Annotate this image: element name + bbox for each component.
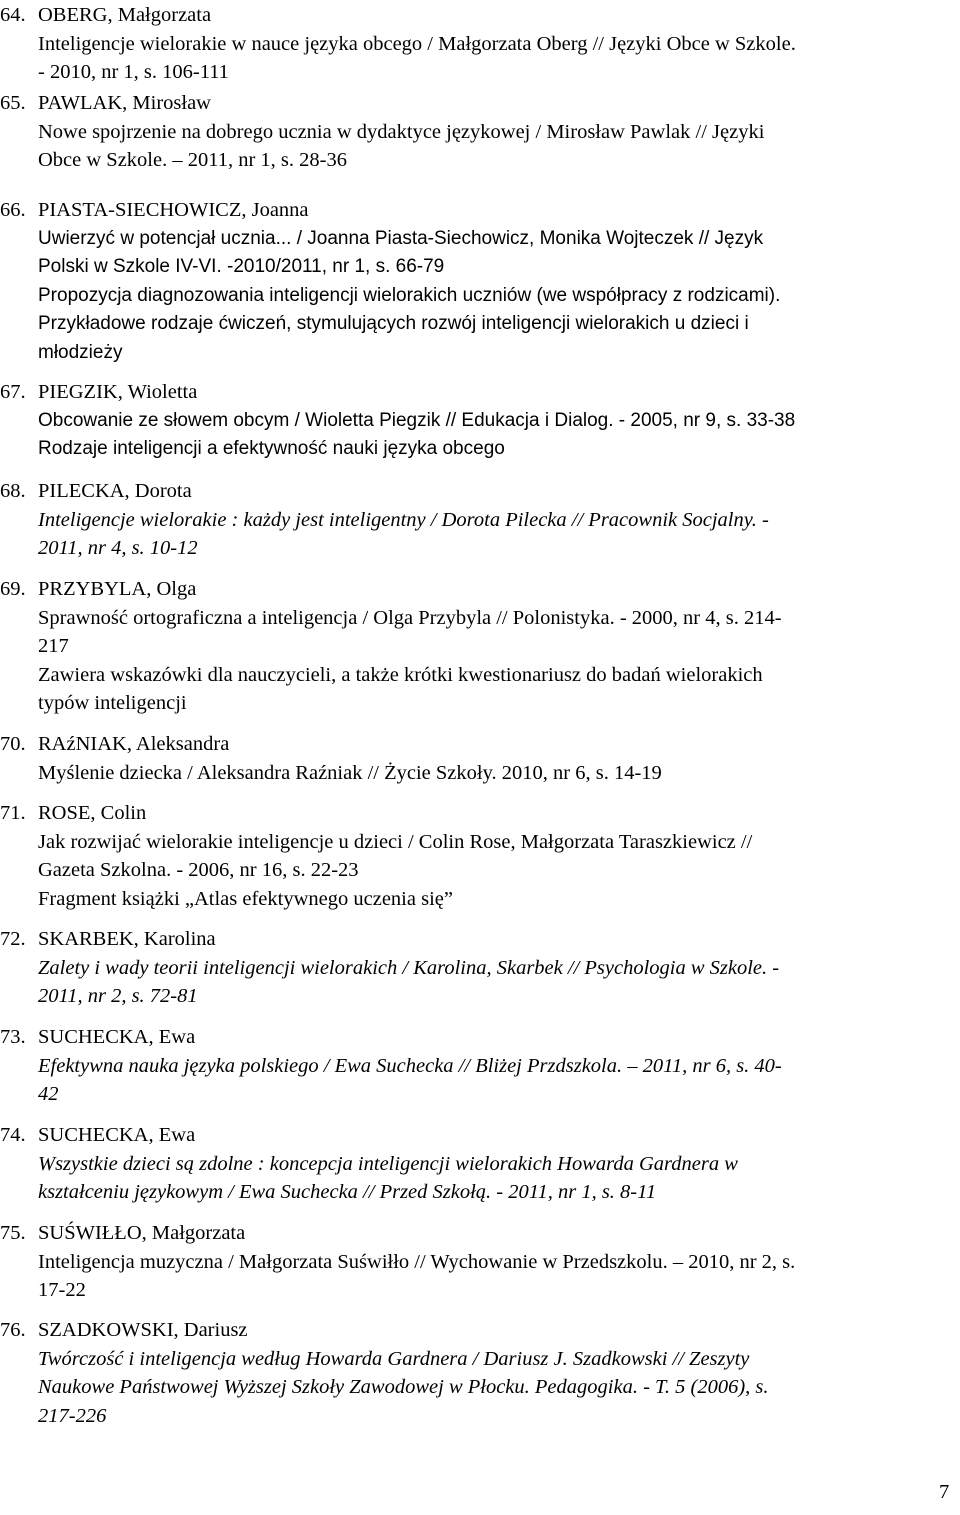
entry-number: 64. — [0, 4, 26, 26]
entry-author: PRZYBYLA, Olga — [38, 578, 197, 600]
entry-title-line: kształceniu językowym / Ewa Suchecka // Przed Szkołą. - 2011, nr 1, s. 8-11 — [38, 1181, 657, 1203]
entry-note-line: typów inteligencji — [38, 692, 187, 714]
entry-number: 74. — [0, 1124, 26, 1146]
entry-title-line: Obce w Szkole. – 2011, nr 1, s. 28-36 — [38, 149, 347, 171]
entry-number: 73. — [0, 1026, 26, 1048]
entry-69 — [0, 575, 786, 718]
entry-73 — [0, 1023, 786, 1109]
entry-title-line: Uwierzyć w potencjał ucznia... / Joanna Piasta-Siechowicz, Monika Wojteczek // Język — [38, 227, 764, 249]
entry-author: SUCHECKA, Ewa — [38, 1124, 196, 1146]
entry-number: 68. — [0, 480, 26, 502]
entry-author: RAźNIAK, Aleksandra — [38, 733, 230, 755]
entry-title-line: Jak rozwijać wielorakie inteligencje u dzieci / Colin Rose, Małgorzata Taraszkiewicz // — [38, 830, 753, 853]
entry-75 — [0, 1219, 799, 1305]
entry-author: OBERG, Małgorzata — [38, 4, 212, 26]
entry-title-line: Twórczość i inteligencja według Howarda Gardnera / Dariusz J. Szadkowski // Zeszyty — [38, 1347, 750, 1370]
entry-67 — [0, 378, 799, 464]
entry-note-line: Zawiera wskazówki dla nauczycieli, a także krótki kwestionariusz do badań wielorakich — [38, 663, 763, 686]
entry-title-line: 2011, nr 2, s. 72-81 — [38, 985, 198, 1007]
entry-number: 70. — [0, 733, 26, 755]
entry-68 — [0, 477, 773, 563]
entry-65 — [0, 89, 768, 175]
entry-title-line: Efektywna nauka języka polskiego / Ewa Suchecka // Bliżej Przdszkola. – 2011, nr 6, s. 40- — [38, 1054, 782, 1077]
entry-title-line: - 2010, nr 1, s. 106-111 — [38, 61, 229, 83]
entry-74 — [0, 1121, 742, 1207]
entry-number: 69. — [0, 578, 26, 600]
entry-author: PIEGZIK, Wioletta — [38, 381, 198, 403]
entry-author: PAWLAK, Mirosław — [38, 92, 211, 114]
entry-title-line: 217-226 — [38, 1404, 107, 1427]
entry-title-line: Inteligencje wielorakie w nauce języka obcego / Małgorzata Oberg // Języki Obce w Szkole. — [38, 32, 796, 55]
entry-number: 75. — [0, 1222, 26, 1244]
entry-author: ROSE, Colin — [38, 802, 147, 824]
entry-title-line: Zalety i wady teorii inteligencji wielorakich / Karolina, Skarbek // Psychologia w Szkole. - — [38, 956, 780, 979]
entry-author: SKARBEK, Karolina — [38, 928, 216, 950]
entry-title-line: 17-22 — [38, 1279, 86, 1301]
entry-title-line: Polski w Szkole IV-VI. -2010/2011, nr 1, s. 66-79 — [38, 256, 445, 277]
entry-title-line: Gazeta Szkolna. - 2006, nr 16, s. 22-23 — [38, 859, 359, 881]
entry-note-line: młodzieży — [38, 341, 123, 363]
entry-title-line: Wszystkie dzieci są zdolne : koncepcja inteligencji wielorakich Howarda Gardnera w — [38, 1152, 738, 1175]
entry-title-line: Sprawność ortograficzna a inteligencja / Olga Przybyla // Polonistyka. - 2000, nr 4, s. 214- — [38, 606, 782, 629]
entry-number: 76. — [0, 1319, 26, 1341]
entry-title-line: Naukowe Państwowej Wyższej Szkoły Zawodowej w Płocku. Pedagogika. - T. 5 (2006), s. — [38, 1376, 769, 1398]
entry-title-line: Obcowanie ze słowem obcym / Wioletta Piegzik // Edukacja i Dialog. - 2005, nr 9, s. 33-38 — [38, 409, 796, 431]
entry-title-line: 2011, nr 4, s. 10-12 — [38, 537, 198, 559]
entry-number: 66. — [0, 199, 26, 221]
entry-note-line: Fragment książki „Atlas efektywnego uczenia się” — [38, 887, 453, 910]
entry-author: SUŚWIŁŁO, Małgorzata — [38, 1222, 246, 1244]
entry-76 — [0, 1316, 773, 1430]
entry-note-line: Przykładowe rodzaje ćwiczeń, stymulujących rozwój inteligencji wielorakich u dzieci i — [38, 313, 749, 334]
entry-number: 71. — [0, 802, 26, 824]
entry-title-line: 42 — [38, 1083, 59, 1105]
entry-title-line: Inteligencja muzyczna / Małgorzata Suświłło // Wychowanie w Przedszkolu. – 2010, nr 2, s. — [38, 1250, 796, 1273]
entry-author: PIASTA-SIECHOWICZ, Joanna — [38, 199, 309, 221]
entry-title-line: Nowe spojrzenie na dobrego ucznia w dydaktyce językowej / Mirosław Pawlak // Języki — [38, 120, 765, 143]
entry-66 — [0, 196, 784, 367]
page-number: 7 — [939, 1481, 950, 1503]
entry-number: 67. — [0, 381, 26, 403]
entry-72 — [0, 925, 783, 1011]
entry-note-line: Propozycja diagnozowania inteligencji wielorakich uczniów (we współpracy z rodzicami). — [38, 284, 781, 306]
entry-title-line: 217 — [38, 635, 69, 657]
entry-note-line: Rodzaje inteligencji a efektywność nauki języka obcego — [38, 438, 505, 459]
entry-title-line: Inteligencje wielorakie : każdy jest inteligentny / Dorota Pilecka // Pracownik Socjalny. - — [38, 508, 769, 531]
entry-71 — [0, 799, 756, 913]
entry-number: 65. — [0, 92, 26, 114]
entry-70 — [0, 730, 666, 787]
entry-author: SZADKOWSKI, Dariusz — [38, 1319, 248, 1341]
entry-64 — [0, 1, 800, 87]
entry-number: 72. — [0, 928, 26, 950]
entry-author: SUCHECKA, Ewa — [38, 1026, 196, 1048]
entry-title-line: Myślenie dziecka / Aleksandra Raźniak // Życie Szkoły. 2010, nr 6, s. 14-19 — [38, 761, 662, 784]
entry-author: PILECKA, Dorota — [38, 480, 192, 502]
